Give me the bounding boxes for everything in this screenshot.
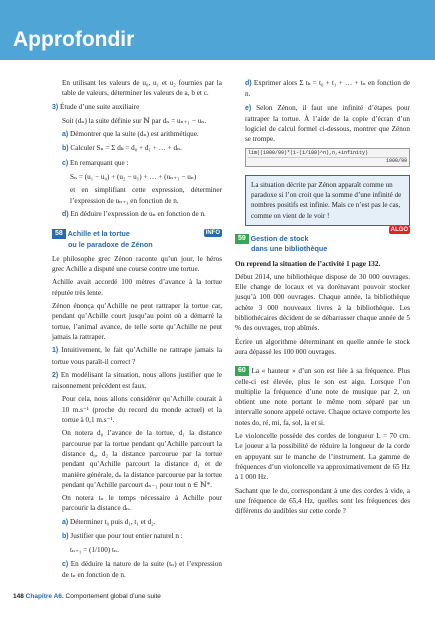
exercise-59-header xyxy=(235,226,410,255)
page-title: Approfondir xyxy=(13,28,135,51)
question-1: 1) Intuitivement, le fait qu’Achille ne rattrape jamais la tortue vous paraît-il correct ? xyxy=(52,346,223,366)
paragraph: et en simplifiant cette expression, déterminer l’expression de uₙ₊₁ en fonction de n. xyxy=(70,186,222,205)
exercise-title: Gestion de stock xyxy=(250,233,309,243)
question-d: d) Exprimer alors Σ tₖ = t₀ + t₁ + … + tₙ en fonction de n. xyxy=(245,79,411,99)
right-column xyxy=(235,78,410,519)
question-3b: b) Calculer Sₙ = Σ dₖ = d₀ + d₁ + … + dₙ. xyxy=(62,144,182,153)
paragraph: En utilisant les valeurs de u₀, u₁ et u₂ fournies par la table de valeurs, déterminer les valeurs de a, b et c. xyxy=(62,79,222,98)
paragraph: Pour cela, nous allons considérer qu’Achille courait à 10 m.s⁻¹ (proche du record du monde actuel) et la tortue à 0,1 m.s⁻¹. xyxy=(62,395,222,425)
page-footer xyxy=(13,593,161,600)
paragraph: Le philosophe grec Zénon raconte qu’un jour, le héros grec Achille a disputé une course contre une tortue. xyxy=(52,254,222,274)
paragraph: Soit (dₙ) la suite définie sur ℕ par dₙ = uₙ₊₁ − uₙ. xyxy=(62,116,207,125)
paragraph: On notera d₀ l’avance de la tortue, d₁ la distance parcourue par la tortue pendant qu’Achille parcourt la distance d₀, d₂ la distance parcourue par la tortue pendant qu’Achille parcourt la distance d₁ et de manière générale, dₙ la distance parcourue par la tortue pendant qu’Achille parcourt dₙ₋₁ pour tout n ∈ ℕ*. xyxy=(62,429,222,489)
exercise-title: Achille et la tortue xyxy=(67,229,130,239)
paragraph: Sachant que le do, correspondant à une des cordes à vide, a une fréquence de 65,4 Hz, quelles sont les fréquences des différents do audibles sur cette corde ? xyxy=(235,486,410,516)
exercise-title: dans une bibliothèque xyxy=(251,244,328,254)
paragraph: Le violoncelle possède des cordes de longueur L = 70 cm. Le joueur a la possibilité de réduire la longueur de la corde en appuyant sur le manche de l’instrument. La gamme de fréquences d’un violoncelle va approximativement de 65 Hz à 1 000 Hz. xyxy=(235,432,410,482)
question-3a: a) Démontrer que la suite (dₙ) est arithmétique. xyxy=(62,130,199,139)
exercise-title: ou le paradoxe de Zénon xyxy=(68,239,153,249)
paragraph: Début 2014, une bibliothèque dispose de 30 000 ouvrages. Elle change de locaux et va dorénavant pouvoir stocker jusqu’à 100 000 ouvrages. Chaque année, la bibliothèque achète 3 000 nouveaux livres à la bibliothèque. Les bibliothécaires décident de se débarrasser chaque année de 5 % des ouvrages, trop abîmés. xyxy=(235,272,410,333)
paragraph: On reprend la situation de l’activité 1 page 132. xyxy=(235,259,381,268)
question-2: 2) En modélisant la situation, nous allons justifier que le raisonnement précédent est faux. xyxy=(52,370,223,391)
paragraph: Achille avait accordé 100 mètres d’avance à la tortue réputée très lente. xyxy=(52,278,222,297)
chapter-label: Chapitre A6. xyxy=(25,593,64,600)
paragraph: On notera tₙ le temps nécessaire à Achille pour parcourir la distance dₙ. xyxy=(62,494,222,513)
cas-output: 1000/99 xyxy=(248,157,407,165)
exercise-60: 60 La « hauteur » d’un son est liée à sa fréquence. Plus celle-ci est élevée, plus le son est aigu. Lorsque l’on multiplie la fréquence d’une note de musique par 2, on obtient une note portant le même nom séparé par un intervalle sonore appelé octave. Chaque octave comporte les notes do, ré, mi, fa, sol, la et si. xyxy=(235,367,410,427)
question-2c: c) En déduire la nature de la suite (tₙ) et l’expression de tₙ en fonction de n. xyxy=(62,559,222,579)
question-3: 3) Étude d’une suite auxiliaire xyxy=(52,102,140,111)
question-3d: d) En déduire l’expression de uₙ en fonction de n. xyxy=(62,209,206,218)
left-column xyxy=(52,78,222,583)
exercise-58-header xyxy=(52,229,222,250)
question-e: e) Selon Zénon, il faut une infinité d’étapes pour rattraper la tortue. À l’aide de la copie d’écran d’un logiciel de calcul formel ci-dessous, montrer que Zénon se trompe. xyxy=(245,103,410,144)
info-tag: INFO xyxy=(205,230,220,237)
exercise-number: 59 xyxy=(235,234,249,244)
note-box: La situation décrite par Zénon apparaît comme un paradoxe si l’on croit que la somme d’une infinité de nombres positifs est infinie. Mais ce n’est pas le cas, comme on vient de le voir ! xyxy=(245,175,410,226)
cas-screenshot xyxy=(245,148,410,167)
algo-tag: ALGO xyxy=(390,226,408,233)
paragraph: Écrire un algorithme déterminant en quelle année le stock aura dépassé les 100 000 ouvrages. xyxy=(235,337,410,356)
equation: Sₙ = (u₁ − u₀) + (u₂ − u₁) + … + (uₙ₊₁ − uₙ) xyxy=(70,173,197,182)
page-number: 148 xyxy=(13,593,24,600)
page-header xyxy=(0,0,435,60)
chapter-title: Comportement global d’une suite xyxy=(65,593,161,600)
question-2a: a) Déterminer t₀ puis d₁, t₁ et d₂. xyxy=(62,517,156,526)
paragraph: Zénon énonça qu’Achille ne peut rattraper la tortue car, pendant qu’Achille court jusqu’au point où a démarré la tortue, l’animal avance, de telle sorte qu’Achille ne peut jamais la rattraper. xyxy=(52,302,222,341)
question-2b: b) Justifier que pour tout entier naturel n : xyxy=(62,531,183,540)
cas-input: lim((1000/99)*(1-(1/100)^n),n,+infinity) xyxy=(248,149,369,156)
exercise-number: 58 xyxy=(52,229,66,239)
equation: tₙ₊₁ = (1/100) tₙ. xyxy=(70,546,119,555)
exercise-number: 60 xyxy=(235,366,249,376)
question-3c: c) En remarquant que : xyxy=(62,158,129,167)
